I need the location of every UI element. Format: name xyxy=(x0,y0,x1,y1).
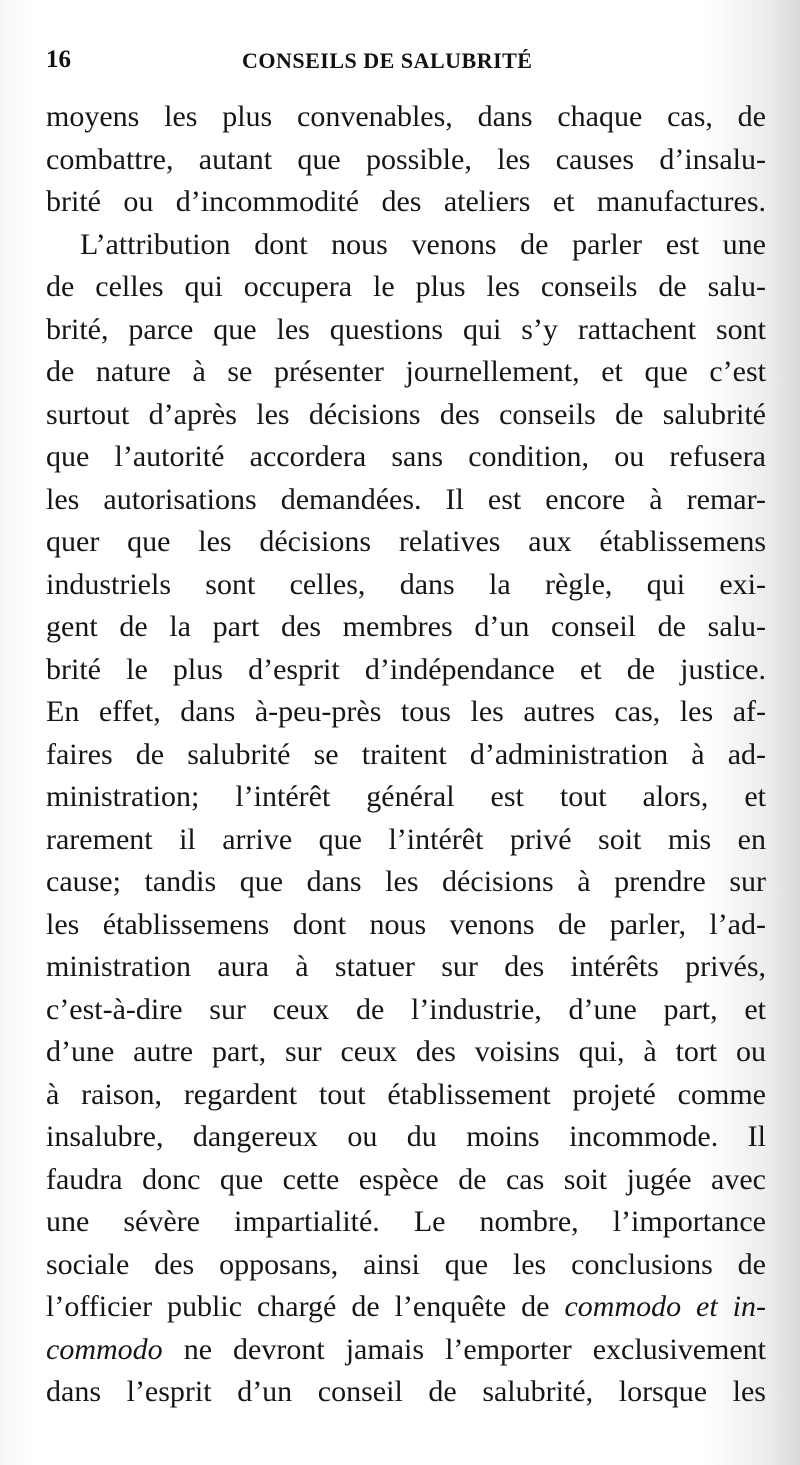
text-line: de celles qui occupera le plus les conseils de salu- xyxy=(46,270,766,303)
text-line-with-italic xyxy=(46,1329,766,1372)
text-line: ministration aura à statuer sur des intérêts privés, xyxy=(46,950,766,983)
running-title: CONSEILS DE SALUBRITÉ xyxy=(242,48,533,73)
text-line: gent de la part des membres d’un conseil de salu- xyxy=(46,610,766,643)
page-header xyxy=(46,46,576,82)
text-line: dans l’esprit d’un conseil de salubrité, lorsque les xyxy=(46,1375,766,1408)
text-line: ministration; l’intérêt général est tout alors, et xyxy=(46,780,766,813)
text-line: une sévère impartialité. Le nombre, l’importance xyxy=(46,1205,766,1238)
text-line: cause; tandis que dans les décisions à prendre sur xyxy=(46,865,766,898)
text-line: les autorisations demandées. Il est encore à remar- xyxy=(46,482,766,516)
text-line: brité, parce que les questions qui s’y rattachent sont xyxy=(46,312,766,346)
text-line: insalubre, dangereux ou du moins incommode. Il xyxy=(46,1120,766,1153)
paragraph-start-line: L’attribution dont nous venons de parler est une xyxy=(80,227,766,261)
italic-phrase: commodo et in- xyxy=(564,1290,766,1323)
page-number: 16 xyxy=(46,46,71,73)
text-line: moyens les plus convenables, dans chaque cas, de xyxy=(46,100,766,133)
text-line: industriels sont celles, dans la règle, qui exi- xyxy=(46,567,766,601)
body-text xyxy=(46,96,766,1414)
text-line: c’est-à-dire sur ceux de l’industrie, d’une part, et xyxy=(46,992,766,1026)
text-line: En effet, dans à-peu-près tous les autres cas, les af- xyxy=(46,695,766,728)
text-line: sociale des opposans, ainsi que les conclusions de xyxy=(46,1247,766,1281)
text-line: rarement il arrive que l’intérêt privé soit mis en xyxy=(46,822,766,856)
text-line: brité ou d’incommodité des ateliers et manufactures. xyxy=(46,185,766,218)
text-line: à raison, regardent tout établissement projeté comme xyxy=(46,1077,766,1111)
text-line: que l’autorité accordera sans condition, ou refusera xyxy=(46,440,766,473)
text-line: quer que les décisions relatives aux établissemens xyxy=(46,525,766,558)
text-line: surtout d’après les décisions des conseils de salubrité xyxy=(46,397,766,431)
text-line: brité le plus d’esprit d’indépendance et de justice. xyxy=(46,652,766,686)
line-text: l’officier public chargé de l’enquête de xyxy=(46,1290,565,1323)
line-text: ne devront jamais l’emporter exclusivement xyxy=(162,1332,766,1366)
text-line: les établissemens dont nous venons de parler, l’ad- xyxy=(46,907,766,941)
text-line: combattre, autant que possible, les causes d’insalu- xyxy=(46,142,766,176)
text-line: d’une autre part, sur ceux des voisins qui, à tort ou xyxy=(46,1035,766,1068)
text-line: faires de salubrité se traitent d’administration à ad- xyxy=(46,737,766,771)
text-line: faudra donc que cette espèce de cas soit jugée avec xyxy=(46,1162,766,1196)
text-line-with-italic xyxy=(46,1286,766,1329)
text-line: de nature à se présenter journellement, et que c’est xyxy=(46,355,766,388)
italic-phrase: commodo xyxy=(46,1332,163,1366)
